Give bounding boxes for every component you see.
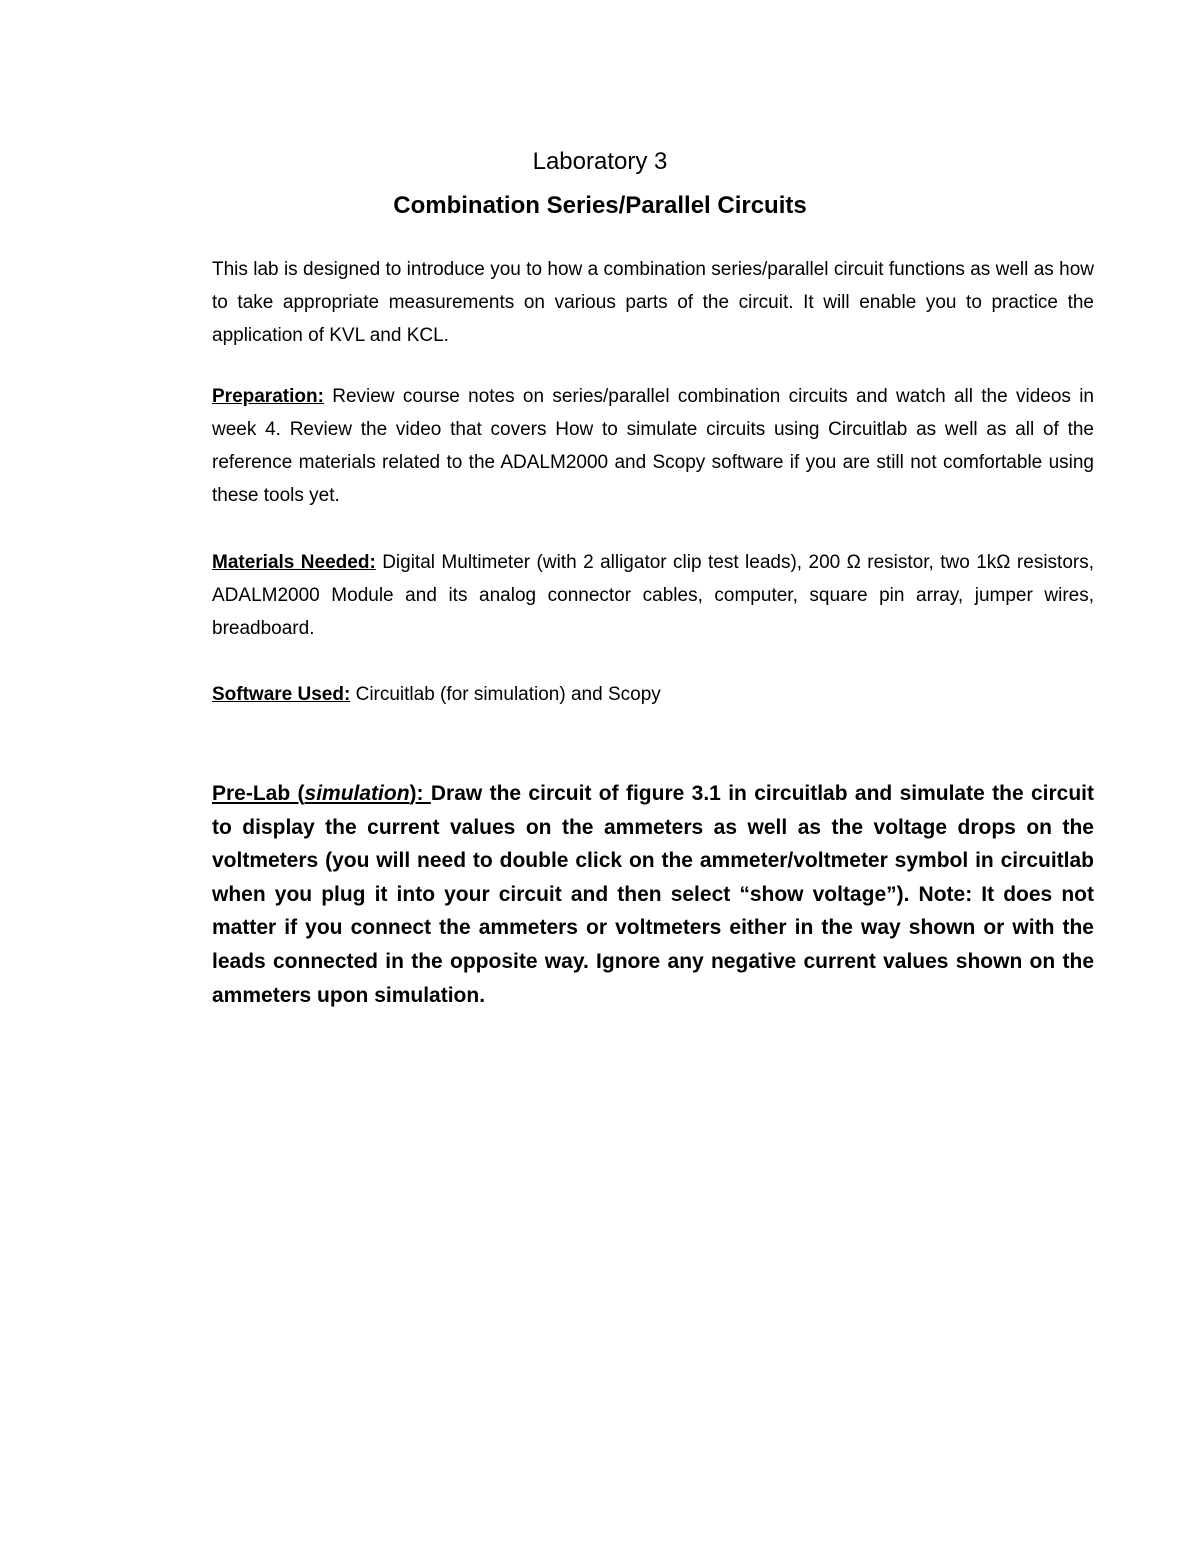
materials-text: Digital Multimeter (with 2 alligator clip test leads), 200 Ω resistor, two 1kΩ resistors, ADALM2000 Module and its analog connector cables, computer, square pin array, jumper wires, breadboard.	[212, 552, 1094, 639]
prelab-label	[212, 782, 431, 805]
prelab-label-italic: simulation	[304, 782, 410, 805]
preparation-paragraph	[212, 380, 1094, 512]
materials-label: Materials Needed:	[212, 552, 376, 573]
intro-paragraph: This lab is designed to introduce you to how a combination series/parallel circuit functions as well as how to take appropriate measurements on various parts of the circuit. It will enable you to practice the application of KVL and KCL.	[212, 259, 1094, 346]
software-text: Circuitlab (for simulation) and Scopy	[350, 684, 661, 705]
title-block	[0, 144, 1200, 228]
preparation-label: Preparation:	[212, 386, 324, 407]
prelab-label-start: Pre-Lab (	[212, 782, 305, 805]
page-title: Laboratory 3	[532, 148, 668, 175]
prelab-text: Draw the circuit of figure 3.1 in circuitlab and simulate the circuit to display the current values on the ammeters as well as the voltage drops on the voltmeters (you will need to double click on the ammeter/voltmeter symbol in circuitlab when you plug it into your circuit and then select “show voltage”). Note: It does not matter if you connect the ammeters or voltmeters either in the way shown or with the leads connected in the opposite way. Ignore any negative current values shown on the ammeters upon simulation.	[212, 782, 1095, 1007]
materials-paragraph	[212, 546, 1094, 645]
preparation-text: Review course notes on series/parallel combination circuits and watch all the videos in week 4. Review the video that covers How to simulate circuits using Circuitlab as well as all of the reference materials related to the ADALM2000 and Scopy software if you are still not comfortable using these tools yet.	[212, 386, 1094, 506]
software-paragraph	[212, 678, 1094, 711]
prelab-label-end: ):	[409, 782, 431, 805]
prelab-paragraph	[212, 777, 1094, 1012]
software-label: Software Used:	[212, 684, 351, 705]
page-subtitle: Combination Series/Parallel Circuits	[393, 192, 807, 219]
